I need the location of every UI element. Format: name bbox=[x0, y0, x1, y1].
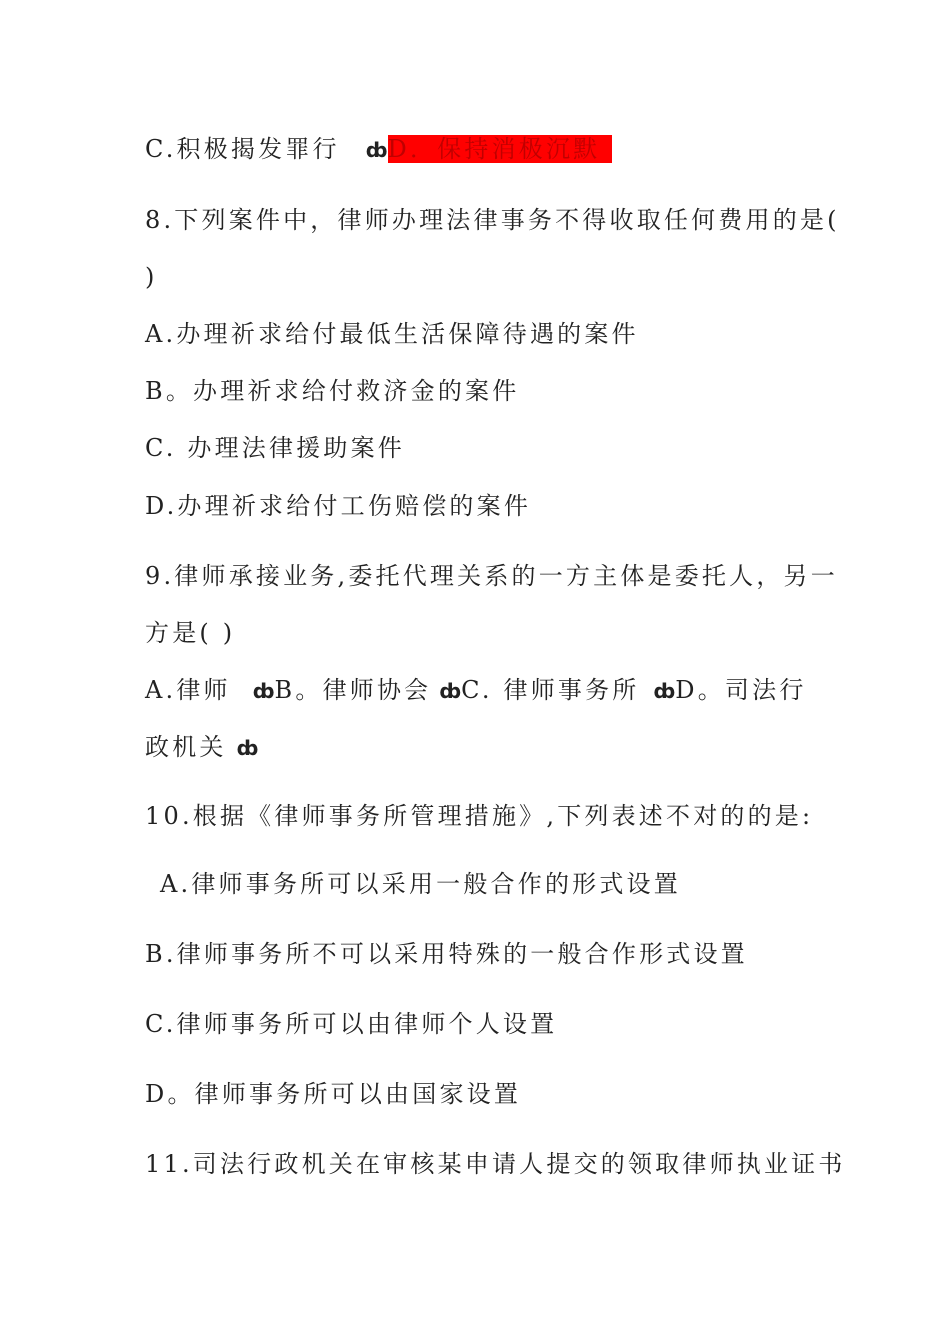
q8-option-c: C. 办理法律援助案件 bbox=[145, 434, 405, 462]
q8-option-d: D.办理祈求给付工伤赔偿的案件 bbox=[145, 492, 532, 520]
q11-stem-line1: 11.司法行政机关在审核某申请人提交的领取律师执业证书 bbox=[145, 1150, 846, 1178]
q10-option-d: D。律师事务所可以由国家设置 bbox=[145, 1080, 522, 1108]
q10-stem: 10.根据《律师事务所管理措施》,下列表述不对的的是: bbox=[145, 802, 814, 830]
q8-stem-line2: ) bbox=[145, 263, 158, 291]
q10-option-c: C.律师事务所可以由律师个人设置 bbox=[145, 1010, 558, 1038]
q9-stem-line2: 方是( ) bbox=[145, 619, 236, 647]
option-marker-icon: ȸ bbox=[365, 138, 388, 162]
option-marker-icon: ȸ bbox=[252, 679, 275, 703]
q7-option-d-highlighted: D．保持消极沉默 bbox=[388, 135, 613, 163]
q9-option-c: C. 律师事务所 bbox=[461, 676, 640, 704]
q8-option-a: A.办理祈求给付最低生活保障待遇的案件 bbox=[145, 320, 639, 348]
q7-options-line bbox=[145, 133, 612, 166]
q9-stem-line1: 9.律师承接业务,委托代理关系的一方主体是委托人，另一 bbox=[145, 562, 838, 590]
q9-option-b: B。律师协会 bbox=[274, 676, 432, 704]
q7-option-c: C.积极揭发罪行 bbox=[145, 135, 340, 163]
q9-options-line bbox=[145, 674, 807, 707]
option-marker-icon: ȸ bbox=[439, 679, 462, 703]
q9-option-d-part2: 政机关 bbox=[145, 733, 227, 761]
q9-option-d-part1: D。司法行 bbox=[675, 676, 807, 704]
q8-option-b: B。办理祈求给付救济金的案件 bbox=[145, 377, 520, 405]
q10-option-b: B.律师事务所不可以采用特殊的一般合作形式设置 bbox=[145, 940, 748, 968]
q10-option-a: A.律师事务所可以采用一般合作的形式设置 bbox=[160, 870, 681, 898]
option-marker-icon: ȸ bbox=[653, 679, 676, 703]
option-marker-icon: ȸ bbox=[236, 736, 259, 760]
q9-option-a: A.律师 bbox=[145, 676, 231, 704]
q9-options-line2 bbox=[145, 731, 258, 764]
q8-stem-line1: 8.下列案件中，律师办理法律事务不得收取任何费用的是( bbox=[145, 206, 840, 234]
